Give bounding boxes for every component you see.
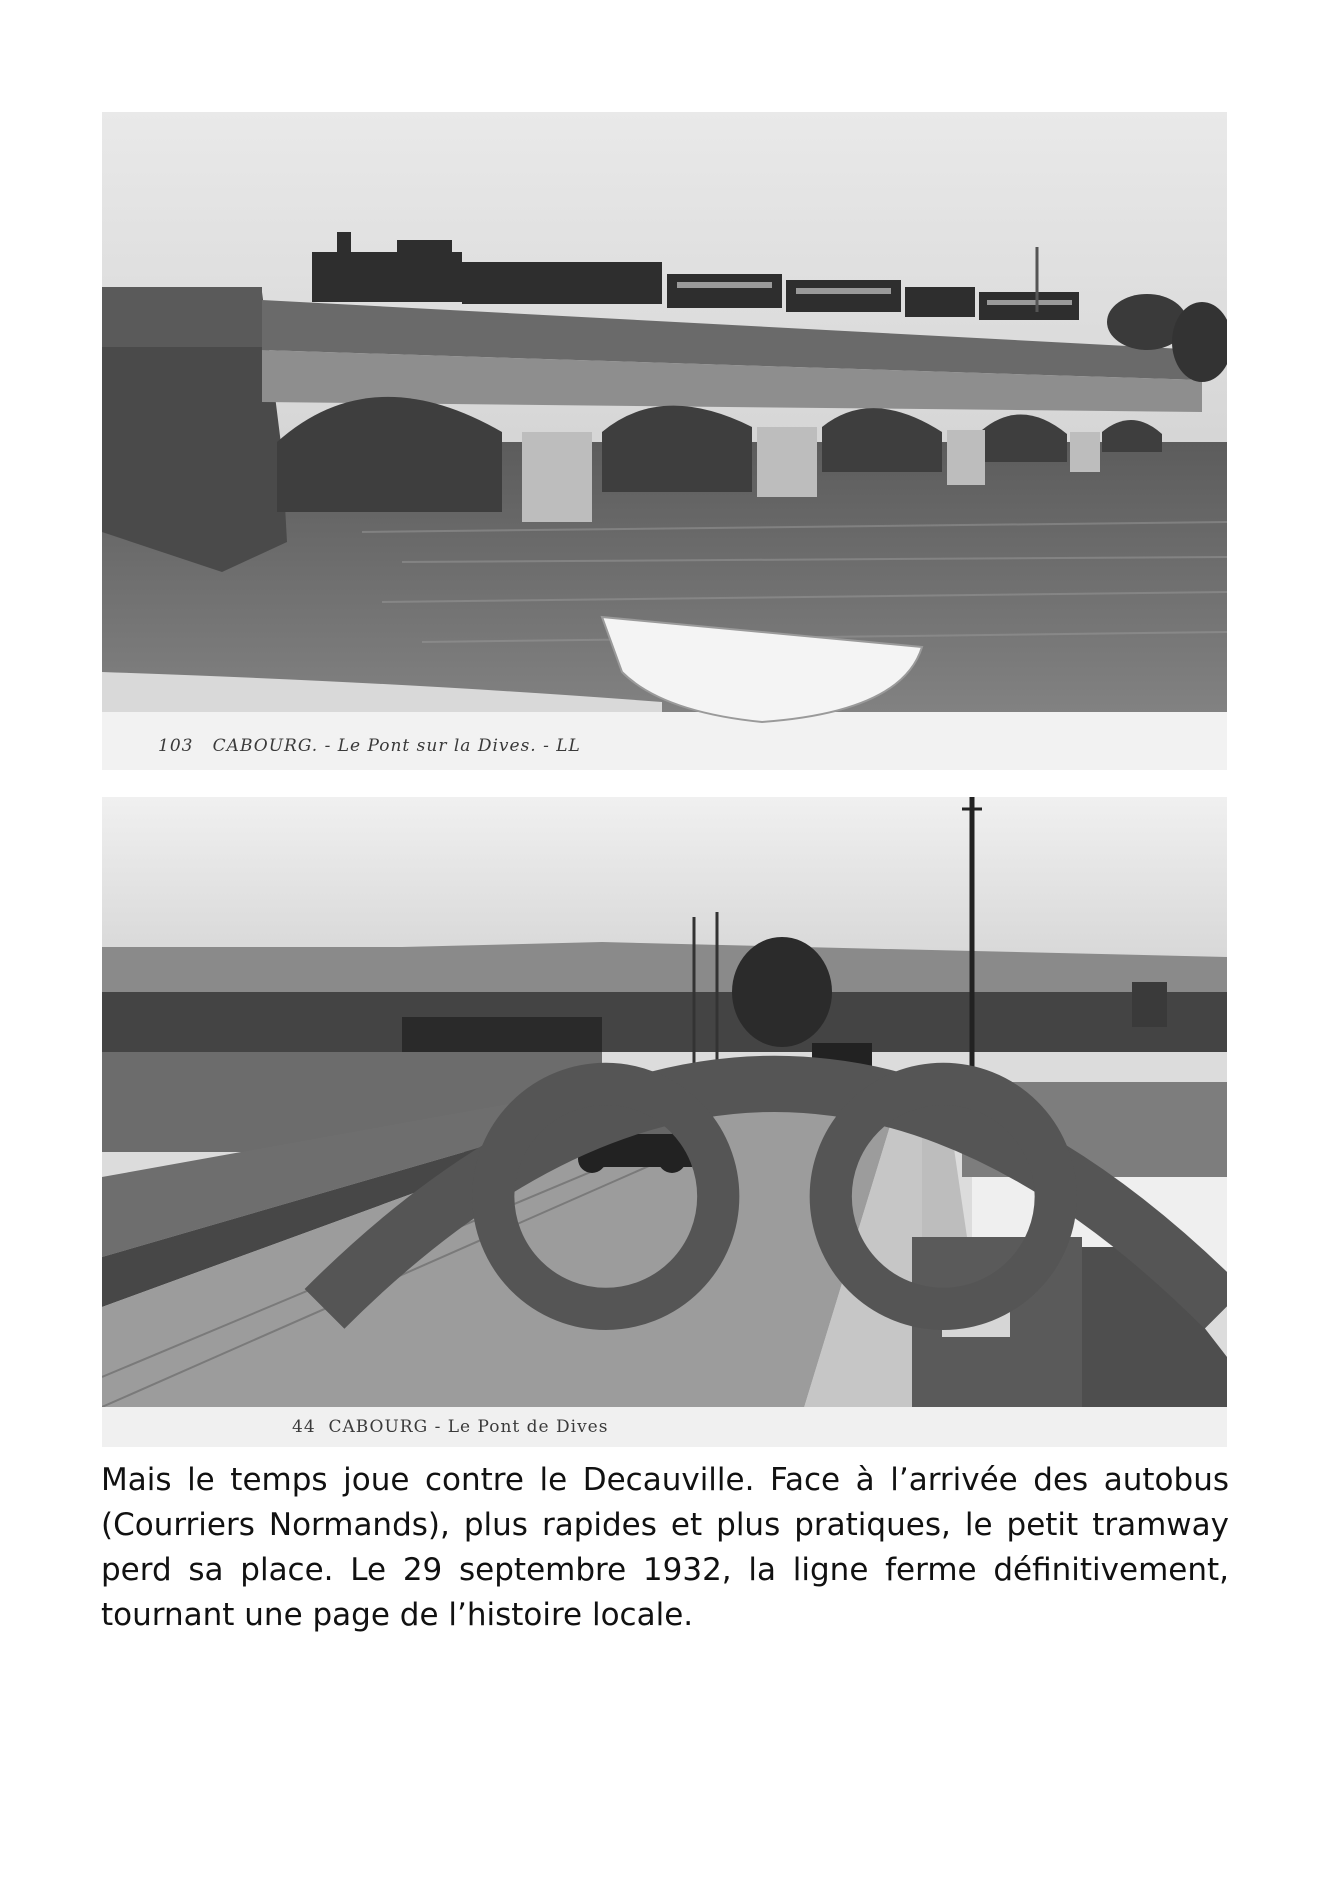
photo-bridge-train: [102, 112, 1227, 770]
publisher-logo-icon: [212, 797, 1227, 1437]
photo-caption: 103 CABOURG. - Le Pont sur la Dives. - LL: [158, 736, 581, 756]
photo-bridge-road: [102, 797, 1227, 1447]
photo-caption: 44 CABOURG - Le Pont de Dives: [292, 1417, 609, 1437]
bridge-train-image: [102, 112, 1227, 770]
body-paragraph: Mais le temps joue contre le Decauville. Face à l’arrivée des autobus (Courriers Normands), plus rapides et plus pratiques, le petit tramway perd sa place. Le 29 septembre 1932, la ligne ferme définitivement, tournant une page de l’histoire locale.: [101, 1462, 1229, 1633]
